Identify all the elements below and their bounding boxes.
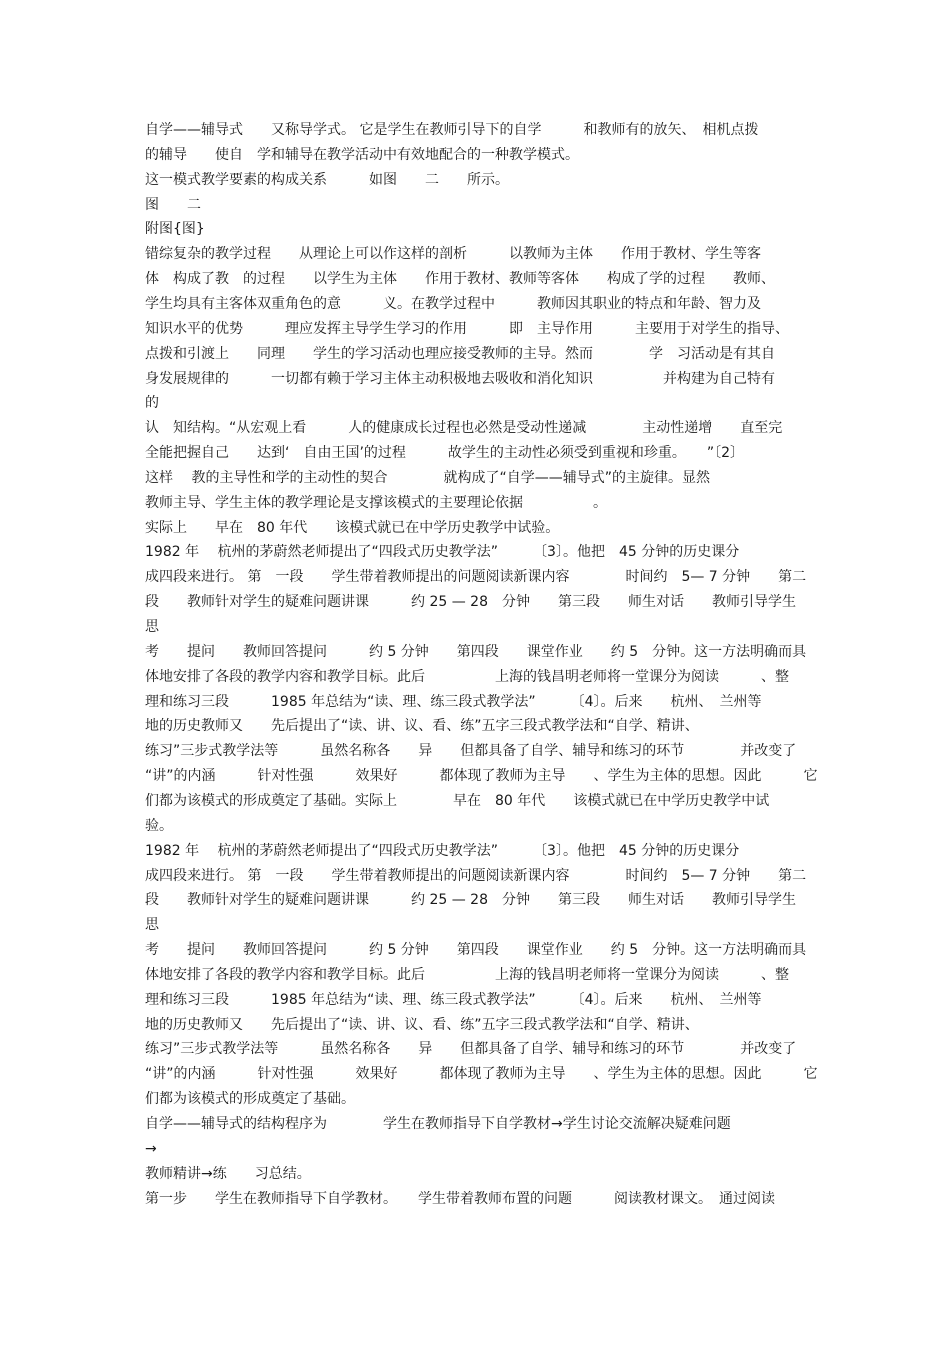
text-line: 1982 年 杭州的茅蔚然老师提出了“四段式历史教学法” 〔3〕。他把 45 分钟的历史课分 bbox=[145, 544, 740, 561]
text-line: 地的历史教师又 先后提出了“读、讲、议、看、练”五字三段式教学法和“自学、精讲、 bbox=[145, 1016, 699, 1033]
text-line: “讲”的内涵 针对性强 效果好 都体现了教师为主导 、学生为主体的思想。因此 它 bbox=[145, 768, 818, 785]
text-line: 认 知结构。“从宏观上看 人的健康成长过程也必然是受动性递减 主动性递增 直至完 bbox=[145, 420, 783, 437]
text-line: 考 提问 教师回答提问 约 5 分钟 第四段 课堂作业 约 5 分钟。这一方法明确而具 bbox=[145, 942, 807, 959]
text-line: 地的历史教师又 先后提出了“读、讲、议、看、练”五字三段式教学法和“自学、精讲、 bbox=[145, 718, 699, 735]
text-line: 考 提问 教师回答提问 约 5 分钟 第四段 课堂作业 约 5 分钟。这一方法明确而具 bbox=[145, 643, 807, 660]
text-line: 教师主导、学生主体的教学理论是支撑该模式的主要理论依据 。 bbox=[145, 494, 607, 511]
text-line: 全能把握自己 达到‘ 自由王国’的过程 故学生的主动性必须受到重视和珍重。 ”〔2〕 bbox=[145, 445, 745, 462]
text-line: 这样 教的主导性和学的主动性的契合 就构成了“自学——辅导式”的主旋律。显然 bbox=[145, 469, 710, 486]
text-line: 错综复杂的教学过程 从理论上可以作这样的剖析 以教师为主体 作用于教材、学生等客 bbox=[145, 246, 761, 263]
text-line: 成四段来进行。 第 一段 学生带着教师提出的问题阅读新课内容 时间约 5— 7 分钟 第二 bbox=[145, 569, 807, 586]
text-line: → bbox=[145, 1140, 157, 1157]
text-line: 附图{图} bbox=[145, 221, 205, 238]
text-line: 练习”三步式教学法等 虽然名称各 异 但都具备了自学、辅导和练习的环节 并改变了 bbox=[145, 743, 797, 760]
text-line: 体地安排了各段的教学内容和教学目标。此后 上海的钱昌明老师将一堂课分为阅读 、整 bbox=[145, 668, 789, 685]
text-line: 学生均具有主客体双重角色的意 义。在教学过程中 教师因其职业的特点和年龄、智力及 bbox=[145, 295, 761, 312]
text-line: 段 教师针对学生的疑难问题讲课 约 25 — 28 分钟 第三段 师生对话 教师引导学生 bbox=[145, 594, 796, 611]
text-line: 的 bbox=[145, 395, 159, 412]
text-line: 的辅导 使自 学和辅导在教学活动中有效地配合的一种教学模式。 bbox=[145, 146, 579, 163]
text-line: 第一步 学生在教师指导下自学教材。 学生带着教师布置的问题 阅读教材课文。 通过阅读 bbox=[145, 1190, 775, 1207]
text-line: 思 bbox=[145, 619, 159, 635]
text-line: 成四段来进行。 第 一段 学生带着教师提出的问题阅读新课内容 时间约 5— 7 分钟 第二 bbox=[145, 867, 807, 884]
text-line: 身发展规律的 一切都有赖于学习主体主动积极地去吸收和消化知识 并构建为自己特有 bbox=[145, 370, 775, 387]
text-line: 这一模式教学要素的构成关系 如图 二 所示。 bbox=[145, 171, 509, 188]
text-line: 们都为该模式的形成奠定了基础。实际上 早在 80 年代 该模式就已在中学历史教学中试 bbox=[145, 792, 770, 809]
text-line: 段 教师针对学生的疑难问题讲课 约 25 — 28 分钟 第三段 师生对话 教师引导学生 bbox=[145, 892, 796, 909]
text-line: 体地安排了各段的教学内容和教学目标。此后 上海的钱昌明老师将一堂课分为阅读 、整 bbox=[145, 966, 789, 983]
text-line: 思 bbox=[145, 917, 159, 934]
text-line: 教师精讲→练 习总结。 bbox=[145, 1165, 311, 1182]
text-line: 1982 年 杭州的茅蔚然老师提出了“四段式历史教学法” 〔3〕。他把 45 分钟的历史课分 bbox=[145, 842, 740, 859]
text-line: 自学——辅导式的结构程序为 学生在教师指导下自学教材→学生讨论交流解决疑难问题 bbox=[145, 1116, 731, 1132]
text-line: 知识水平的优势 理应发挥主导学生学习的作用 即 主导作用 主要用于对学生的指导、 bbox=[145, 320, 789, 337]
text-line: 理和练习三段 1985 年总结为“读、理、练三段式教学法” 〔4〕。后来 杭州、 兰州等 bbox=[145, 991, 762, 1008]
text-line: 验。 bbox=[145, 817, 173, 834]
text-line: 们都为该模式的形成奠定了基础。 bbox=[145, 1091, 355, 1108]
text-line: 自学——辅导式 又称导学式。 它是学生在教师引导下的自学 和教师有的放矢、 相机点拨 bbox=[145, 122, 759, 138]
text-line: 体 构成了教 的过程 以学生为主体 作用于教材、教师等客体 构成了学的过程 教师、 bbox=[145, 271, 775, 288]
text-line: 理和练习三段 1985 年总结为“读、理、练三段式教学法” 〔4〕。后来 杭州、 兰州等 bbox=[145, 693, 762, 710]
text-line: 点拨和引渡上 同理 学生的学习活动也理应接受教师的主导。然而 学 习活动是有其自 bbox=[145, 345, 775, 362]
text-line: 图 二 bbox=[145, 196, 201, 213]
text-line: “讲”的内涵 针对性强 效果好 都体现了教师为主导 、学生为主体的思想。因此 它 bbox=[145, 1066, 818, 1083]
text-line: 实际上 早在 80 年代 该模式就已在中学历史教学中试验。 bbox=[145, 519, 560, 536]
text-line: 练习”三步式教学法等 虽然名称各 异 但都具备了自学、辅导和练习的环节 并改变了 bbox=[145, 1041, 797, 1058]
